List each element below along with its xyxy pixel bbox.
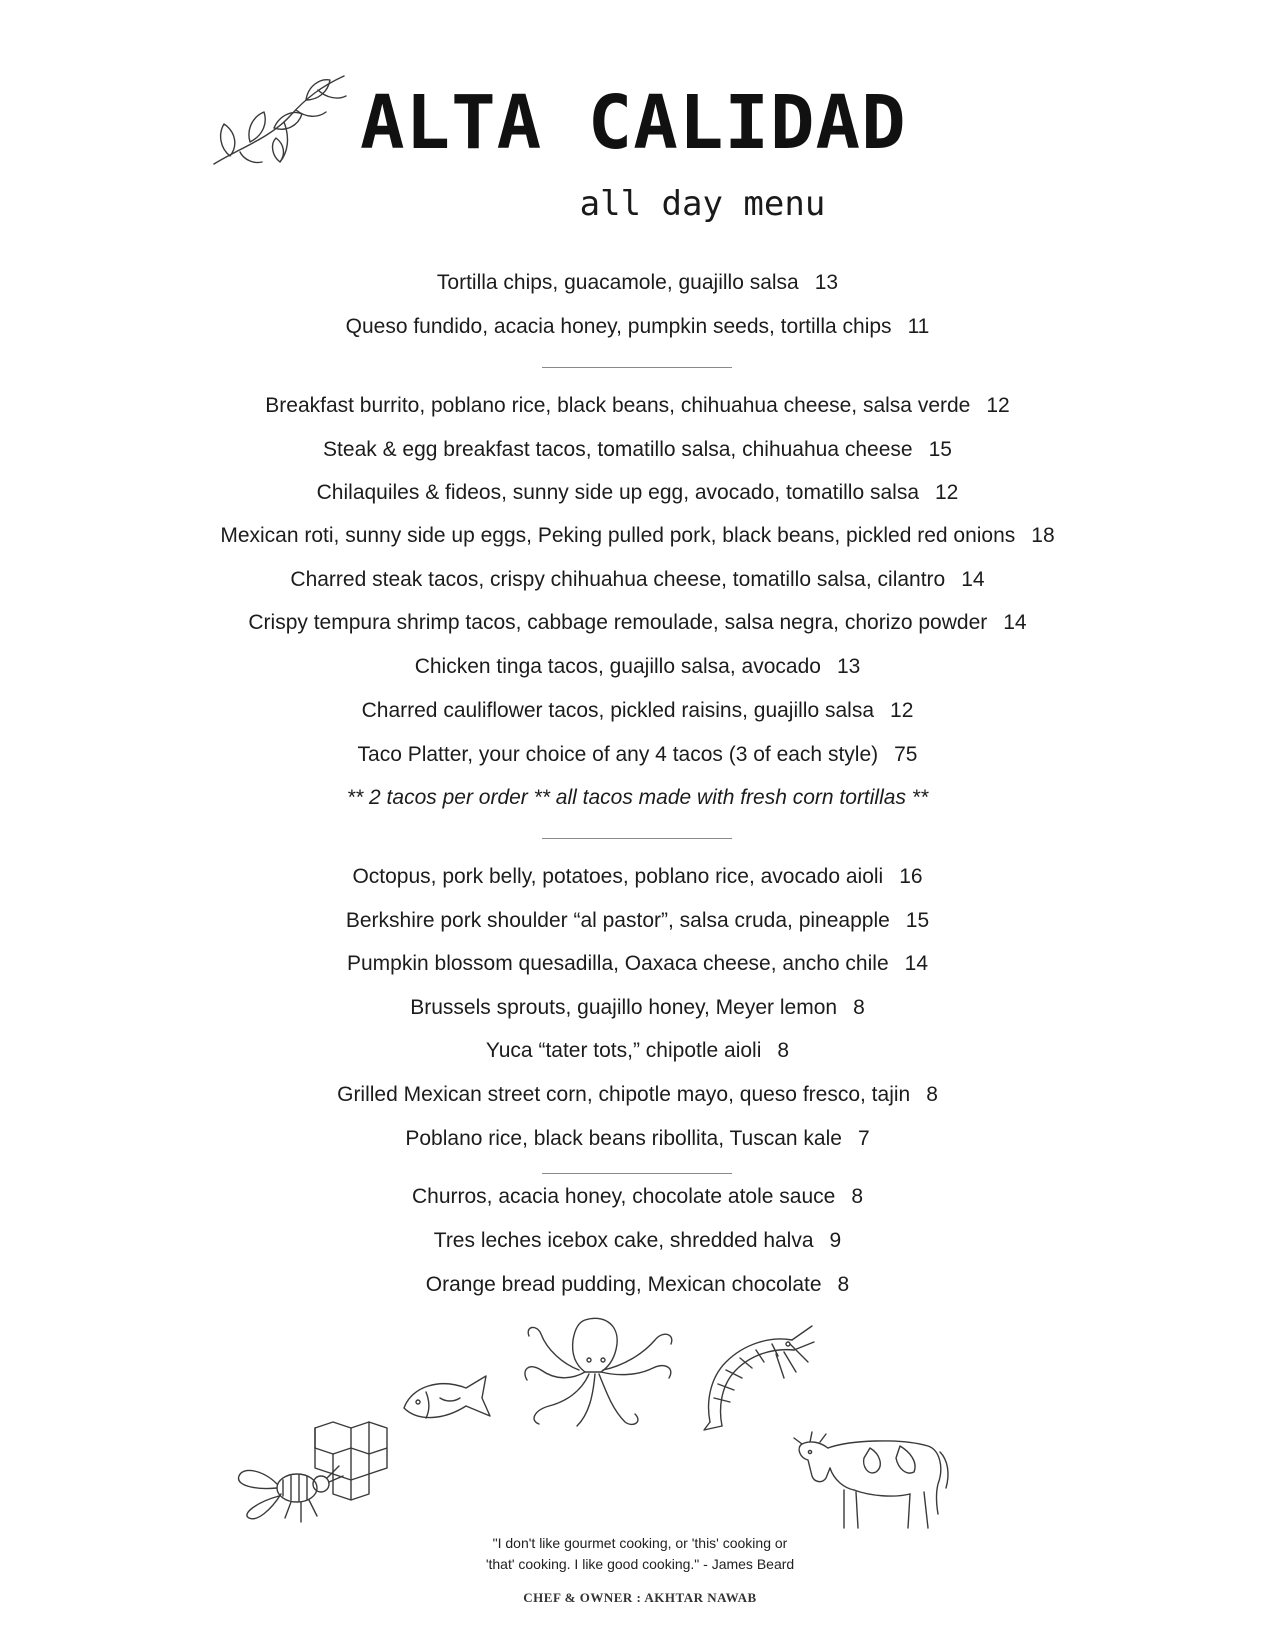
item-description: Chilaquiles & fideos, sunny side up egg, avocado, tomatillo salsa <box>316 481 919 504</box>
item-description: Grilled Mexican street corn, chipotle mayo, queso fresco, tajin <box>337 1083 911 1106</box>
item-description: Taco Platter, your choice of any 4 tacos (3 of each style) <box>357 743 879 766</box>
item-description: Octopus, pork belly, potatoes, poblano rice, avocado aioli <box>352 865 884 888</box>
taco-note: ** 2 tacos per order ** all tacos made with fresh corn tortillas ** <box>346 786 929 809</box>
section-divider <box>542 367 732 368</box>
menu-item <box>0 699 1275 723</box>
menu-item <box>0 271 1275 295</box>
item-price: 14 <box>904 952 928 975</box>
item-description: Churros, acacia honey, chocolate atole sauce <box>411 1185 836 1208</box>
item-description: Tortilla chips, guacamole, guajillo salsa <box>436 271 799 294</box>
item-price: 7 <box>857 1127 870 1150</box>
shrimp-illustration <box>700 1322 815 1432</box>
item-description: Crispy tempura shrimp tacos, cabbage remoulade, salsa negra, chorizo powder <box>248 611 988 634</box>
octopus-illustration <box>525 1318 672 1426</box>
item-description: Yuca “tater tots,” chipotle aioli <box>485 1039 762 1062</box>
section-divider <box>542 838 732 839</box>
menu-item <box>0 315 1275 339</box>
vine-illustration <box>210 68 348 172</box>
menu-item <box>0 743 1275 767</box>
item-description: Chicken tinga tacos, guajillo salsa, avocado <box>414 655 821 678</box>
menu-item <box>0 952 1275 976</box>
chef-quote <box>430 1533 850 1575</box>
item-price: 8 <box>926 1083 938 1106</box>
item-price: 12 <box>935 481 959 504</box>
menu-subtitle: all day menu <box>579 184 826 224</box>
item-price: 15 <box>905 909 930 932</box>
item-price: 13 <box>814 271 839 294</box>
menu-item <box>0 1127 1275 1151</box>
item-description: Queso fundido, acacia honey, pumpkin seeds, tortilla chips <box>345 315 892 338</box>
item-description: Poblano rice, black beans ribollita, Tuscan kale <box>405 1127 842 1150</box>
item-description: Mexican roti, sunny side up eggs, Peking pulled pork, black beans, pickled red onions <box>220 524 1016 547</box>
item-price: 16 <box>899 865 923 888</box>
item-description: Brussels sprouts, guajillo honey, Meyer lemon <box>410 996 838 1019</box>
menu-item <box>0 481 1275 505</box>
menu-item <box>0 655 1275 679</box>
item-description: Breakfast burrito, poblano rice, black beans, chihuahua cheese, salsa verde <box>265 394 971 417</box>
item-price: 12 <box>890 699 914 722</box>
menu-item <box>0 996 1275 1020</box>
item-price: 13 <box>836 655 861 678</box>
menu-item <box>0 611 1275 635</box>
chef-credit: CHEF & OWNER : AKHTAR NAWAB <box>523 1590 757 1605</box>
menu-item <box>0 1039 1275 1063</box>
restaurant-name: ALTA CALIDAD <box>360 80 907 166</box>
fish-illustration <box>400 1368 492 1426</box>
menu-item <box>0 865 1275 889</box>
item-description: Berkshire pork shoulder “al pastor”, salsa cruda, pineapple <box>345 909 890 932</box>
menu-item <box>0 1083 1275 1107</box>
item-price: 18 <box>1031 524 1055 547</box>
item-description: Pumpkin blossom quesadilla, Oaxaca cheese, ancho chile <box>346 952 889 975</box>
item-price: 8 <box>853 996 865 1019</box>
item-price: 15 <box>928 438 952 461</box>
item-description: Orange bread pudding, Mexican chocolate <box>425 1273 822 1296</box>
menu-item <box>0 1229 1275 1253</box>
item-description: Charred steak tacos, crispy chihuahua cheese, tomatillo salsa, cilantro <box>290 568 946 591</box>
item-price: 14 <box>1003 611 1027 634</box>
menu-item <box>0 1273 1275 1297</box>
item-price: 12 <box>986 394 1010 417</box>
section-divider <box>542 1173 732 1174</box>
item-description: Steak & egg breakfast tacos, tomatillo salsa, chihuahua cheese <box>323 438 913 461</box>
honeycomb-bee-illustration <box>235 1418 395 1533</box>
item-price: 75 <box>894 743 918 766</box>
menu-item <box>0 438 1275 462</box>
menu-item <box>0 524 1275 548</box>
item-price: 9 <box>829 1229 842 1252</box>
menu-header <box>200 62 920 172</box>
item-price: 8 <box>837 1273 850 1296</box>
cow-illustration <box>790 1418 950 1538</box>
menu-item <box>0 568 1275 592</box>
quote-line: 'that' cooking. I like good cooking." - James Beard <box>485 1556 795 1572</box>
quote-line: "I don't like gourmet cooking, or 'this' cooking or <box>492 1535 788 1551</box>
item-price: 8 <box>777 1039 790 1062</box>
item-description: Charred cauliflower tacos, pickled raisins, guajillo salsa <box>361 699 875 722</box>
item-price: 11 <box>907 315 930 338</box>
item-description: Tres leches icebox cake, shredded halva <box>433 1229 814 1252</box>
menu-item <box>0 1185 1275 1209</box>
item-price: 14 <box>961 568 985 591</box>
menu-item <box>0 394 1275 418</box>
menu-item <box>0 909 1275 933</box>
item-price: 8 <box>851 1185 864 1208</box>
